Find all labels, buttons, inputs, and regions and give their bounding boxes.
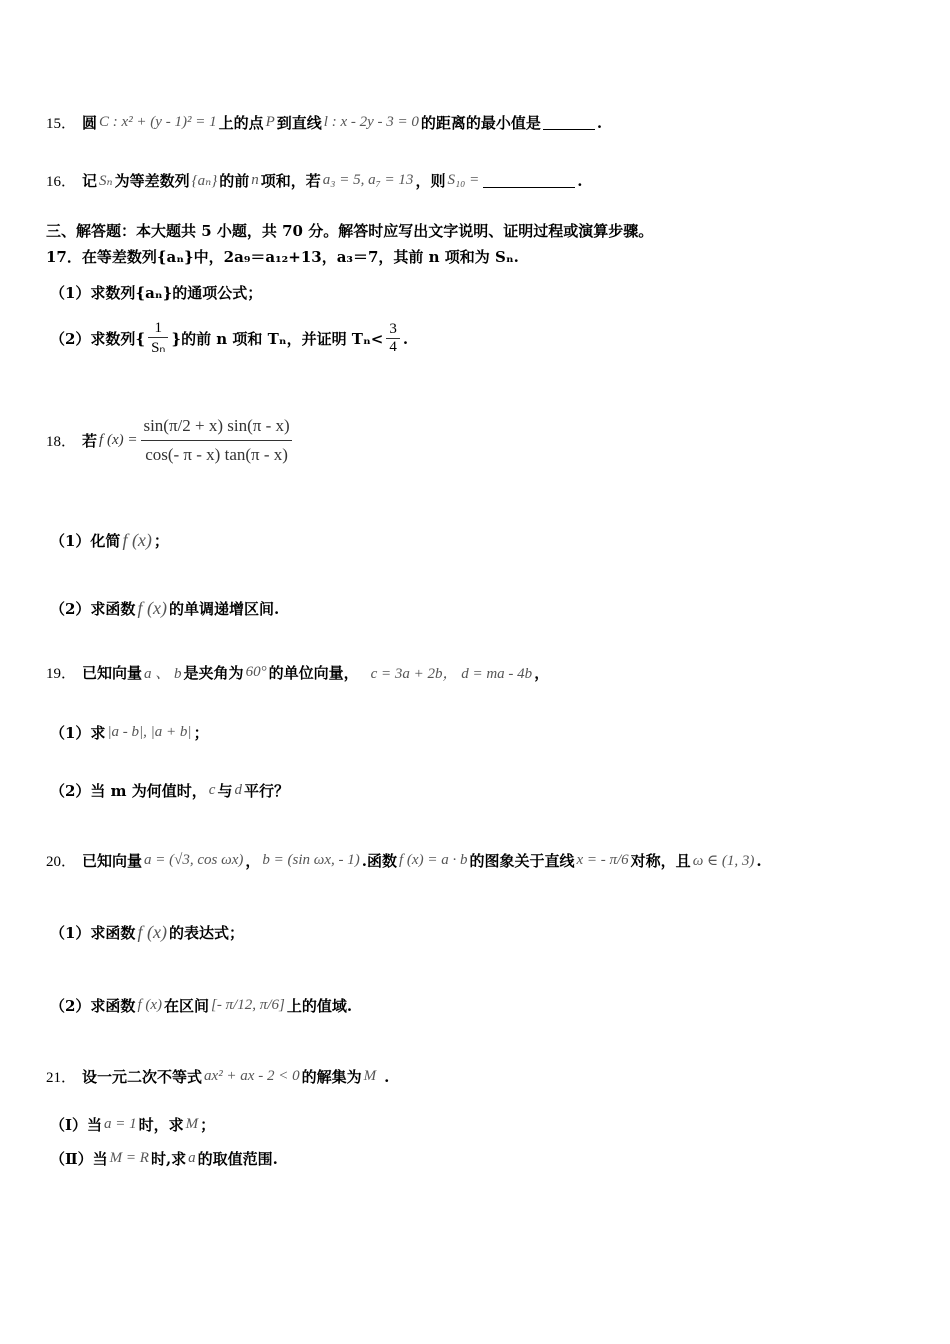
question-16 [46,170,583,191]
text: （2）当 m 为何值时， [50,782,207,800]
text: 的表达式； [168,924,244,942]
formula-fraction [139,416,293,465]
omega-range: ω ∈ (1, 3) [692,853,755,869]
text: ； [193,724,209,742]
angle-value: 60° [245,664,267,680]
function-symbol: f (x) [137,598,167,618]
text: 与 [217,782,233,800]
vector-symbol: d [234,782,242,798]
numerator: 1 [154,320,162,336]
function-symbol: f (x) = [99,432,138,448]
text: 的解集为 [301,1068,362,1086]
text: 时，求 [138,1116,184,1134]
text: （1）求函数 [50,924,136,942]
numerator: sin(π/2 + x) sin(π - x) [143,416,290,435]
question-19-part1 [50,722,209,743]
condition: a = 1 [104,1116,137,1132]
set-symbol: M [363,1068,377,1084]
vector-symbols: a 、 b [144,666,182,682]
fraction [148,320,168,357]
math-symbol: Sₙ [99,173,113,189]
text: 时,求 [150,1150,187,1168]
circle-equation: C : x² + (y - 1)² = 1 [99,114,217,130]
text: （1）求 [50,724,106,742]
text: （2）求函数 [50,600,136,618]
text: 的距离的最小值是 [420,114,541,132]
question-18 [46,416,294,465]
set-symbol: M [185,1116,199,1132]
text: 已知向量 [82,852,143,870]
point-symbol: P [265,114,275,130]
question-20 [46,850,762,871]
vector-definitions: c = 3a + 2b， d = ma - 4b [370,666,533,682]
text: . [756,851,762,870]
text: 项和，若 [260,172,321,190]
function-definition: f (x) = a · b [399,852,468,868]
text: 圆 [82,114,98,132]
answer-blank [483,173,575,188]
text: （Ⅱ）当 [50,1150,108,1168]
question-21-part2 [50,1148,278,1169]
text: 设一元二次不等式 [82,1068,203,1086]
text: 的单调递增区间. [168,600,280,618]
numerator: 3 [389,321,397,337]
math-symbol: S₁₀ = [447,172,480,188]
interval: [- π/12, π/6] [211,997,285,1013]
text: ； [200,1116,216,1134]
function-symbol: f (x) [137,922,167,942]
text: ； [153,532,169,550]
inequality: ax² + ax - 2 < 0 [204,1068,300,1084]
question-number: 20． [46,854,77,870]
math-symbol: {aₙ} [191,173,218,189]
question-17-stem: 17．在等差数列{aₙ}中，2a₉＝a₁₂+13，a₃＝7，其前 n 项和为 Sₙ. [46,248,519,266]
fraction [386,321,400,356]
text: （Ⅰ）当 [50,1116,103,1134]
question-20-part2 [50,995,352,1016]
text: . [402,329,409,348]
line-equation: l : x - 2y - 3 = 0 [323,114,419,130]
text: （2）求函数 [50,997,136,1015]
question-number: 21． [46,1070,77,1086]
question-21-part1 [50,1114,215,1135]
question-18-part2 [50,598,279,619]
question-19 [46,662,549,683]
text: 上的值域. [286,997,353,1015]
denominator: 4 [386,338,400,356]
magnitude-expression: |a - b|, |a + b| [107,724,192,740]
text: 已知向量 [82,664,143,682]
symmetry-line: x = - π/6 [576,852,629,868]
question-20-part1 [50,922,244,943]
question-17-part1: （1）求数列{aₙ}的通项公式； [50,284,263,302]
question-number: 15． [46,116,77,132]
text: . [596,113,603,132]
question-15 [46,112,602,133]
question-number: 19． [46,666,77,682]
text: .函数 [361,852,397,870]
variable-symbol: a [188,1150,196,1166]
text: 为等差数列 [114,172,190,190]
question-number: 18． [46,434,77,450]
text: ， [534,664,550,682]
text: 的取值范围. [197,1150,278,1168]
question-19-part2 [50,780,289,801]
text: 的单位向量， [268,664,359,682]
text: （1）化简 [50,532,121,550]
text: ， [245,852,261,870]
function-symbol: f (x) [122,530,152,550]
text: . [384,1067,390,1086]
answer-blank [543,115,595,130]
question-21 [46,1066,389,1087]
text: 到直线 [276,114,322,132]
vector-a: a = (√3, cos ωx) [144,852,244,868]
vector-b: b = (sin ωx, - 1) [262,852,360,868]
question-number: 16． [46,174,77,190]
denominator: Sₙ [148,337,168,357]
math-symbol: n [251,172,259,188]
text: （2）求数列{ [50,330,146,348]
text: ，则 [415,172,446,190]
section-heading: 三、解答题：本大题共 5 小题，共 70 分。解答时应写出文字说明、证明过程或演算步骤。 [46,222,654,240]
text: 在区间 [164,997,210,1015]
text: 上的点 [218,114,264,132]
denominator: cos(- π - x) tan(π - x) [141,440,292,465]
text: 若 [82,432,98,450]
text: 对称，且 [630,852,691,870]
function-symbol: f (x) [137,997,163,1013]
text: 的图象关于直线 [469,852,575,870]
text: 是夹角为 [183,664,244,682]
condition: M = R [109,1150,149,1166]
vector-symbol: c [208,782,216,798]
question-17-part2 [50,320,408,357]
condition: a₃ = 5, a₇ = 13 [322,172,414,188]
text: 记 [82,172,98,190]
text: 的前 [219,172,250,190]
text: 平行？ [243,782,289,800]
text: }的前 n 项和 Tₙ，并证明 Tₙ< [171,330,384,348]
text: . [577,171,583,190]
question-18-part1 [50,530,169,551]
